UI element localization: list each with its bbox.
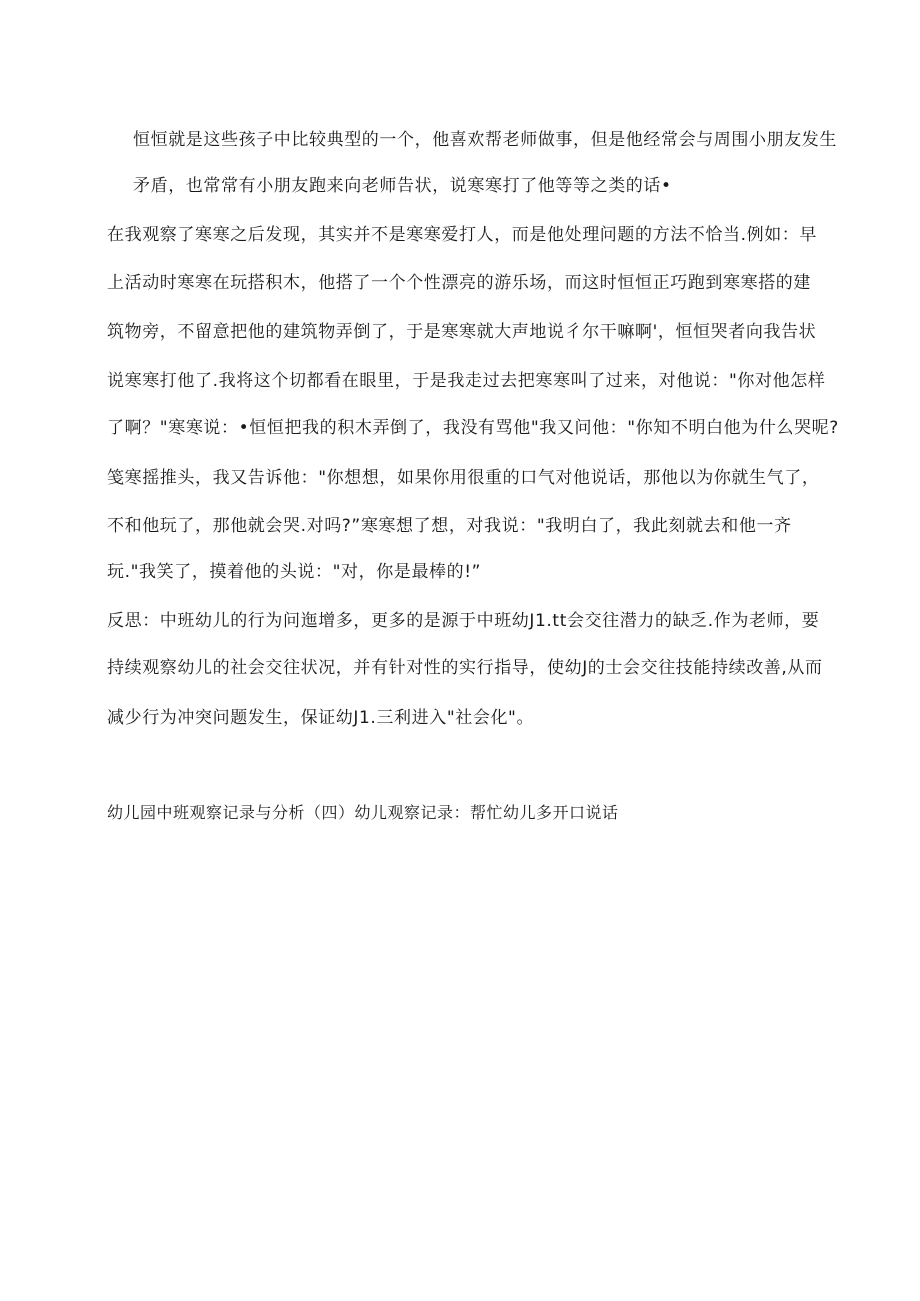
paragraph-2-line-4: 说寒寒打他了.我将这个切都看在眼里，于是我走过去把寒寒叫了过来，对他说："你对他怎样 bbox=[107, 371, 826, 391]
section-heading: 幼儿园中班观察记录与分析（四）幼儿观察记录：帮忙幼儿多开口说话 bbox=[107, 803, 619, 822]
paragraph-2-line-3: 筑物旁，不留意把他的建筑物弄倒了，于是寒寒就大声地说彳尔干嘛啊'，恒恒哭者向我告状 bbox=[107, 322, 817, 342]
reflection-line-2: 持续观察幼儿的社会交往状况，并有针对性的实行指导，使幼J的士会交往技能持续改善,从而 bbox=[107, 658, 823, 678]
paragraph-2-line-5: 了啊？"寒寒说：•恒恒把我的积木弄倒了，我没有骂他"我又问他："你知不明白他为什么哭呢? bbox=[107, 418, 839, 438]
paragraph-1-line-2: 矛盾，也常常有小朋友跑来向老师告状，说寒寒打了他等等之类的话• bbox=[133, 176, 672, 196]
paragraph-2-line-7: 不和他玩了，那他就会哭.对吗?”寒寒想了想，对我说："我明白了，我此刻就去和他一齐 bbox=[107, 516, 792, 536]
paragraph-2-line-2: 上活动时寒寒在玩搭积木，他搭了一个个性漂亮的游乐场，而这时恒恒正巧跑到寒寒搭的建 bbox=[107, 273, 811, 293]
paragraph-2-line-6: 笺寒摇推头，我又告诉他："你想想，如果你用很重的口气对他说话，那他以为你就生气了， bbox=[107, 468, 820, 488]
paragraph-1-line-1: 恒恒就是这些孩子中比较典型的一个，他喜欢帮老师做事，但是他经常会与周围小朋友发生 bbox=[133, 130, 837, 150]
paragraph-2-line-8: 玩."我笑了，摸着他的头说："对，你是最棒的!” bbox=[107, 562, 482, 582]
reflection-line-1: 反思：中班幼儿的行为问迤增多，更多的是源于中班幼J1.tt会交往潜力的缺乏.作为老师，要 bbox=[107, 611, 820, 631]
paragraph-2-line-1: 在我观察了寒寒之后发现，其实并不是寒寒爱打人，而是他处理问题的方法不恰当.例如：早 bbox=[107, 225, 818, 245]
reflection-line-3: 减少行为冲突问题发生，保证幼J1.三利进入"社会化"。 bbox=[107, 708, 535, 728]
